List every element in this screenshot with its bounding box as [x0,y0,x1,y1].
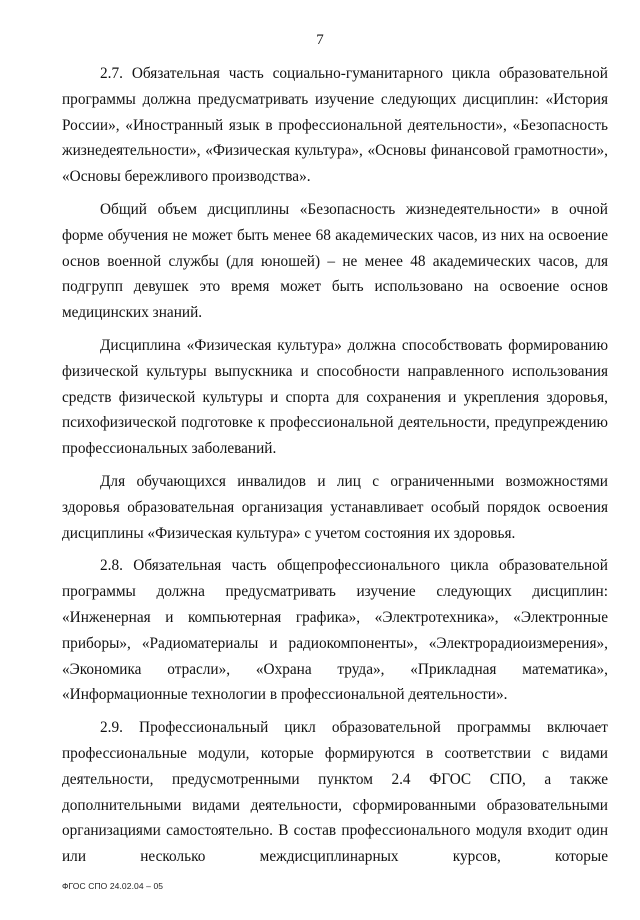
paragraph-2-8: 2.8. Обязательная часть общепрофессионального цикла образовательной программы должна предусматривать изучение следующих дисциплин: «Инженерная и компьютерная графика», «Электротехника», «Электронные приборы», «Радиоматериалы и радиокомпоненты», «Электрорадиоизмерения», «Экономика отрасли», «Охрана труда», «Прикладная математика», «Информационные технологии в профессиональной деятельности». [62,557,608,704]
footer-document-code: ФГОС СПО 24.02.04 – 05 [62,881,164,891]
paragraph-disabled-students: Для обучающихся инвалидов и лиц с ограниченными возможностями здоровья образовательная организация устанавливает особый порядок освоения дисциплины «Физическая культура» с учетом состояния их здоровья. [62,472,608,542]
paragraph-bzh-hours: Общий объем дисциплины «Безопасность жизнедеятельности» в очной форме обучения не может быть менее 68 академических часов, из них на освоение основ военной службы (для юношей) – не менее 48 академических часов, для подгрупп девушек это время может быть использовано на освоение основ медицинских знаний. [62,200,608,322]
paragraph-physical-culture: Дисциплина «Физическая культура» должна способствовать формированию физической культуры выпускника и способности направленного использования средств физической культуры и спорта для сохранения и укрепления здоровья, психофизической подготовке к профессиональной деятельности, предупреждению профессиональных заболеваний. [62,336,608,458]
document-body [62,61,608,877]
paragraph-2-7: 2.7. Обязательная часть социально-гуманитарного цикла образовательной программы должна предусматривать изучение следующих дисциплин: «История России», «Иностранный язык в профессиональной деятельности», «Безопасность жизнедеятельности», «Физическая культура», «Основы финансовой грамотности», «Основы бережливого производства». [62,65,608,186]
page-number: 7 [316,32,324,48]
paragraph-2-9: 2.9. Профессиональный цикл образовательной программы включает профессиональные модули, которые формируются в соответствии с видами деятельности, предусмотренными пунктом 2.4 ФГОС СПО, а также дополнительными видами деятельности, сформированными образовательными организациями самостоятельно. В состав профессионального модуля входит один или несколько междисциплинарных курсов, которые [62,719,608,866]
